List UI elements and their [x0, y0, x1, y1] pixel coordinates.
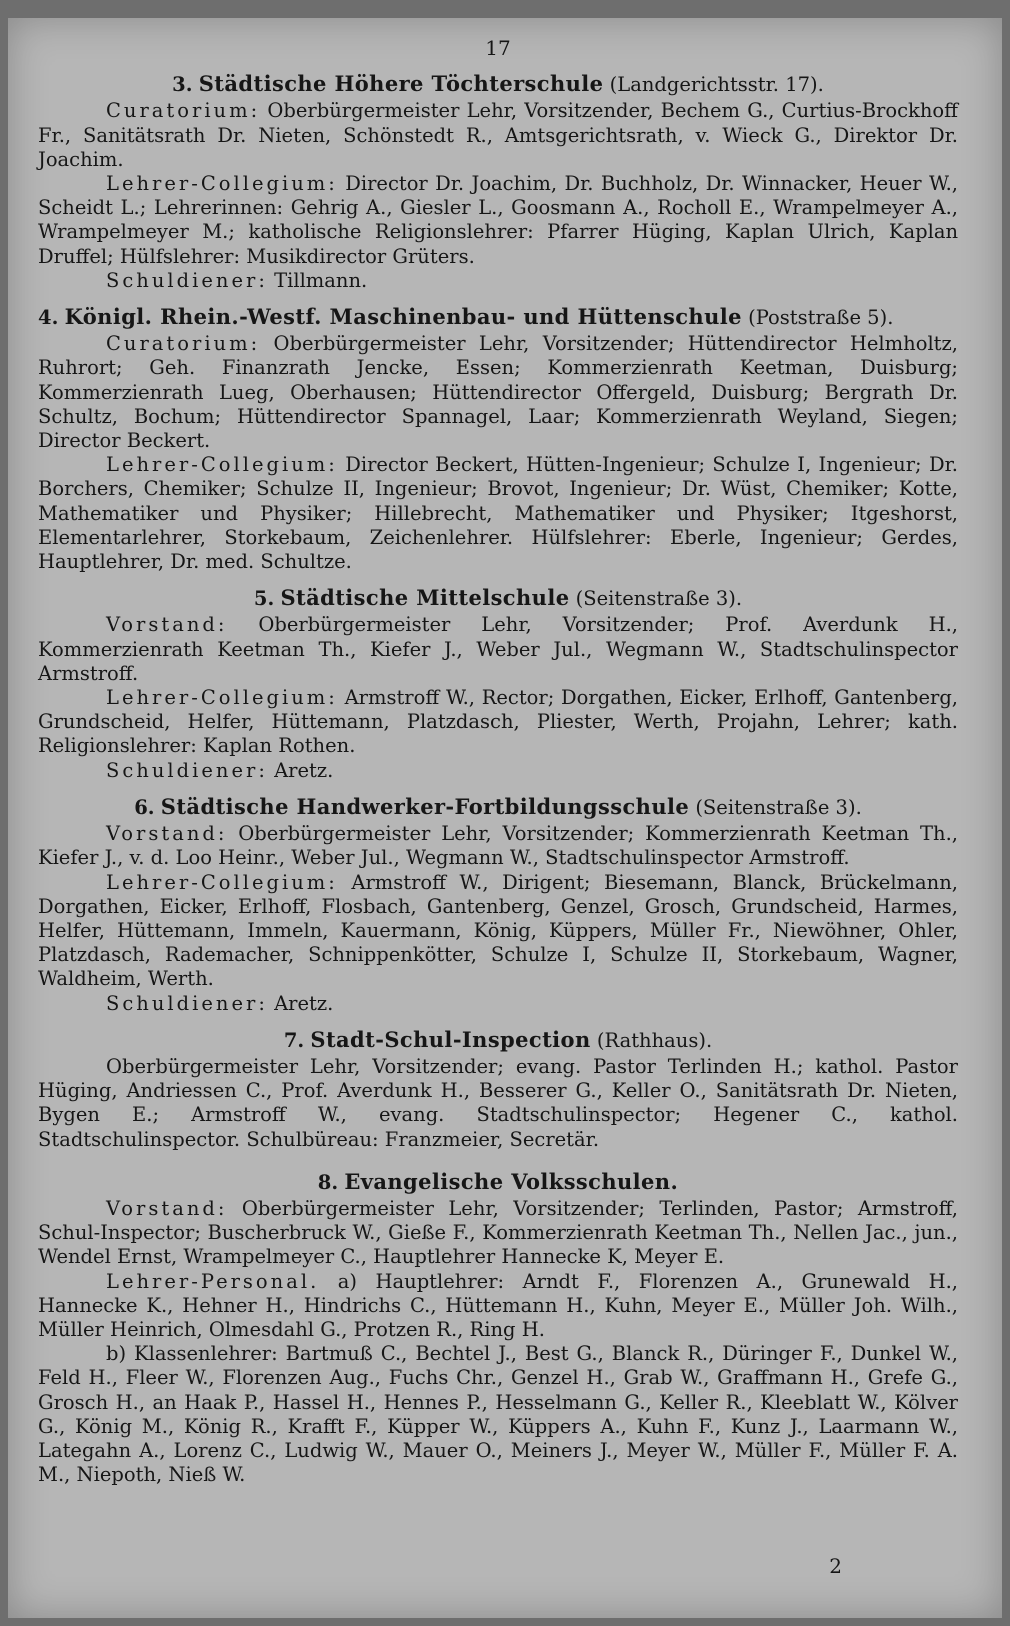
paragraph-label: Schuldiener: [106, 991, 268, 1015]
paragraph-label: Curatorium: [106, 332, 261, 356]
paragraph-text: Oberbürgermeister Lehr, Vorsitzender; evang. Pastor Terlinden H.; kathol. Pastor Hüging, Andriessen C., Prof. Averdunk H., Besserer G., Keller O., Sanitätsrath Dr. Nieten, Bygen E.; Armstroff W., evang. Stadtschulinspector; Hegener C., kathol. Stadtschulinspector. Schulbüreau: Franzmeier, Secretär. [38, 1054, 958, 1151]
page-number: 17 [485, 36, 511, 60]
paragraph-text: b) Klassenlehrer: Bartmuß C., Bechtel J., Best G., Blanck R., Düringer F., Dunkel W., Feld H., Fleer W., Florenzen Aug., Fuchs Chr., Genzel H., Grab W., Graffmann H., Grefe G., Grosch H., an Haak P., Hassel H., Hennes P., Hesselmann G., Keller R., Kleeblatt W., Kölver G., König M., König R., Krafft F., Küpper W., Küppers A., Kuhn F., Kunz J., Laarmann W., Lategahn A., Lorenz C., Ludwig W., Mauer O., Meiners J., Meyer W., Müller F., Müller F. A. M., Niepoth, Nieß W. [38, 1342, 958, 1487]
section-maschinenbau-huettenschule [38, 305, 958, 574]
section-heading [38, 586, 958, 611]
section-number: 4. [38, 306, 59, 330]
paragraph-text: Aretz. [267, 758, 334, 782]
paragraph-text: Oberbürgermeister Lehr, Vorsitzender; Hüttendirector Helmholtz, Ruhrort; Geh. Finanzrath Jencke, Essen; Kommerzienrath Keetman, Duisburg; Kommerzienrath Lueg, Oberhausen; Hüttendirector Offergeld, Duisburg; Bergrath Dr. Schultz, Bochum; Hüttendirector Spannagel, Laar; Kommerzienrath Weyland, Siegen; Director Beckert. [38, 332, 958, 453]
paragraph-text: Tillmann. [267, 268, 368, 292]
paragraph-label: Vorstand: [106, 822, 228, 846]
paragraph-text: Director Dr. Joachim, Dr. Buchholz, Dr. Winnacker, Heuer W., Scheidt L.; Lehrerinnen: Gehrig A., Giesler L., Goosmann A., Rocholl E., Wrampelmeyer A., Wrampelmeyer M.; katholische Religionslehrer: Pfarrer Hüging, Kaplan Ulrich, Kaplan Druffel; Hülfslehrer: Musikdirector Grüters. [38, 172, 958, 268]
paragraph-label: Lehrer-Personal. [106, 1269, 320, 1293]
paragraph-inspection-members [38, 1055, 958, 1152]
paragraph-text: Director Beckert, Hütten-Ingenieur; Schulze I, Ingenieur; Dr. Borchers, Chemiker; Schulze II, Ingenieur; Brovot, Ingenieur; Dr. Wüst, Chemiker; Kotte, Mathematiker und Physiker; Hillebrecht, Mathematiker und Physiker; Itgeshorst, Elementarlehrer, Storkebaum, Zeichenlehrer. Hülfslehrer: Eberle, Ingenieur; Gerdes, Hauptlehrer, Dr. med. Schultze. [38, 453, 958, 574]
paragraph-text: a) Hauptlehrer: Arndt F., Florenzen A., Grunewald H., Hannecke K., Hehner H., Hindrichs C., Hüttemann H., Kuhn, Meyer E., Müller Joh. Wilh., Müller Heinrich, Olmesdahl G., Protzen R., Ring H. [38, 1269, 958, 1341]
section-name: Städtische Höhere Töchterschule [198, 71, 604, 97]
paragraph-text: Oberbürgermeister Lehr, Vorsitzender; Prof. Averdunk H., Kommerzienrath Keetman Th., Kiefer J., Weber Jul., Wegmann W., Stadtschulinspector Armstroff. [38, 613, 958, 685]
section-number: 5. [253, 587, 275, 611]
section-heading [38, 795, 958, 820]
paragraph-label: Curatorium: [106, 99, 261, 123]
paragraph-text: Oberbürgermeister Lehr, Vorsitzender; Terlinden, Pastor; Armstroff, Schul-Inspector; Buscherbruck W., Gieße F., Kommerzienrath Keetman Th., Nellen Jac., jun., Wendel Ernst, Wrampelmeyer C., Hauptlehrer Hannecke K, Meyer E. [38, 1196, 958, 1269]
paragraph-text: Armstroff W., Rector; Dorgathen, Eicker, Erlhoff, Gantenberg, Grundscheid, Helfer, Hüttemann, Platzdasch, Pliester, Werth, Projahn, Lehrer; kath. Religionslehrer: Kaplan Rothen. [38, 686, 958, 758]
paragraph-vorstand [38, 822, 958, 870]
section-name: Königl. Rhein.-Westf. Maschinenbau- und Hüttenschule [64, 304, 742, 330]
paragraph-lehrer-collegium [38, 453, 958, 574]
section-stadt-schul-inspection [38, 1028, 958, 1152]
section-address: (Seitenstraße 3). [695, 795, 862, 819]
paragraph-text: Oberbürgermeister Lehr, Vorsitzender, Bechem G., Curtius-Brockhoff Fr., Sanitätsrath Dr. Nieten, Schönstedt R., Amtsgerichtsrath, v. Wieck G., Direktor Dr. Joachim. [38, 99, 958, 171]
section-name: Städtische Mittelschule [280, 585, 570, 611]
paragraph-text: Armstroff W., Dirigent; Biesemann, Blanck, Brückelmann, Dorgathen, Eicker, Erlhoff, Flosbach, Gantenberg, Genzel, Grosch, Grundscheid, Harmes, Helfer, Hüttemann, Immeln, Kauermann, König, Küppers, Müller Fr., Niewöhner, Ohler, Platzdasch, Rademacher, Schnippenkötter, Schulze I, Schulze II, Storkebaum, Wagner, Waldheim, Werth. [38, 870, 958, 991]
paragraph-lehrer-collegium [38, 172, 958, 269]
section-handwerker-fortbildungsschule [38, 795, 958, 1016]
paragraph-vorstand [38, 1197, 958, 1270]
document-page [8, 18, 1002, 1618]
section-heading [38, 305, 958, 330]
page-content [38, 36, 958, 1499]
paragraph-label: Lehrer-Collegium: [106, 870, 338, 894]
paragraph-text: Oberbürgermeister Lehr, Vorsitzender; Kommerzienrath Keetman Th., Kiefer J., v. d. Loo Heinr., Weber Jul., Wegmann W., Stadtschulinspector Armstroff. [38, 822, 958, 870]
paragraph-label: Lehrer-Collegium: [106, 686, 338, 710]
section-number: 3. [172, 73, 193, 97]
section-address: (Rathhaus). [596, 1028, 713, 1052]
section-name: Stadt-Schul-Inspection [310, 1026, 591, 1052]
section-address: (Poststraße 5). [748, 306, 894, 330]
paragraph-label: Schuldiener: [106, 268, 268, 292]
paragraph-label: Vorstand: [106, 613, 228, 637]
paragraph-label: Lehrer-Collegium: [106, 172, 338, 196]
paragraph-schuldiener [38, 269, 958, 293]
paragraph-text: Aretz. [267, 991, 334, 1015]
section-number: 6. [134, 795, 155, 819]
section-heading [38, 1170, 958, 1195]
section-address: (Seitenstraße 3). [575, 587, 743, 611]
paragraph-vorstand [38, 613, 958, 686]
paragraph-lehrer-collegium [38, 871, 958, 992]
paragraph-label: Schuldiener: [106, 758, 268, 782]
paragraph-lehrer-collegium [38, 686, 958, 759]
section-heading [38, 1028, 958, 1053]
paragraph-label: Vorstand: [106, 1196, 228, 1220]
section-address: (Landgerichtsstr. 17). [609, 73, 824, 97]
signature-mark: 2 [829, 1554, 842, 1578]
section-heading [38, 72, 958, 97]
section-name: Evangelische Volksschulen. [344, 1168, 679, 1194]
section-name: Städtische Handwerker-Fortbildungsschule [160, 793, 690, 819]
paragraph-schuldiener [38, 759, 958, 783]
section-mittelschule [38, 586, 958, 783]
paragraph-curatorium [38, 332, 958, 453]
paragraph-curatorium [38, 99, 958, 172]
paragraph-schuldiener [38, 992, 958, 1016]
section-evangelische-volksschulen [38, 1170, 958, 1488]
section-hoehere-toechterschule [38, 72, 958, 293]
paragraph-label: Lehrer-Collegium: [106, 453, 338, 477]
section-number: 8. [317, 1170, 339, 1194]
paragraph-klassenlehrer [38, 1342, 958, 1487]
section-number: 7. [283, 1028, 305, 1052]
paragraph-lehrer-personal [38, 1270, 958, 1343]
